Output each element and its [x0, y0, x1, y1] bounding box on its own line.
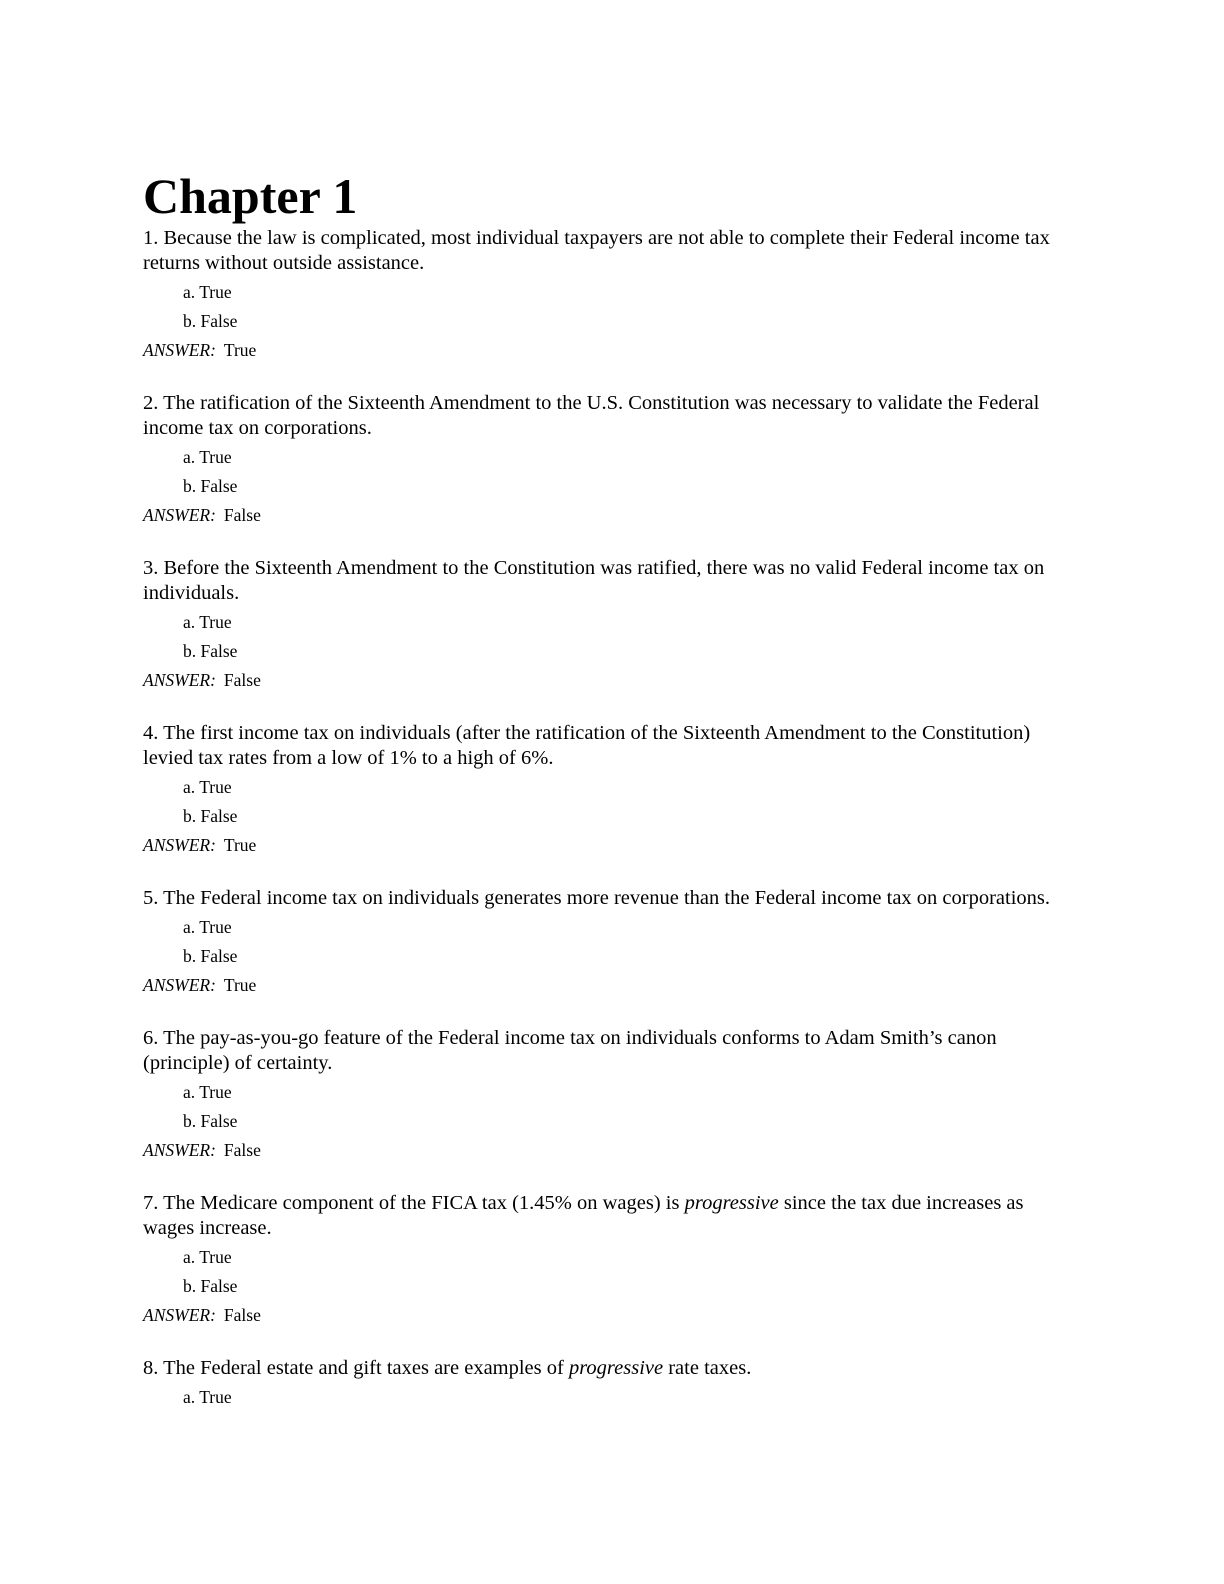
- answer-label: ANSWER:: [143, 670, 216, 690]
- chapter-title: Chapter 1: [143, 168, 358, 224]
- answer-label: ANSWER:: [143, 340, 216, 360]
- question-stem: 2. The ratification of the Sixteenth Amendment to the U.S. Constitution was necessary to validate the Federal income tax on corporations.: [143, 392, 1040, 439]
- option-b: b. False: [183, 946, 238, 966]
- question-8: [143, 1356, 1073, 1412]
- question-stem: 4. The first income tax on individuals (after the ratification of the Sixteenth Amendment to the Constitution) levied tax rates from a low of 1% to a high of 6%.: [143, 722, 1031, 769]
- question-stem: 1. Because the law is complicated, most individual taxpayers are not able to complete their Federal income tax returns without outside assistance.: [143, 227, 1050, 274]
- option-a: a. True: [183, 1387, 232, 1407]
- answer-value: False: [223, 505, 261, 525]
- option-a: a. True: [183, 282, 232, 302]
- answer-label: ANSWER:: [143, 505, 216, 525]
- answer-value: False: [223, 670, 261, 690]
- option-b: b. False: [183, 806, 238, 826]
- option-a: a. True: [183, 1247, 232, 1267]
- option-b: b. False: [183, 1276, 238, 1296]
- question-stem: 5. The Federal income tax on individuals generates more revenue than the Federal income tax on corporations.: [143, 887, 1051, 909]
- question-4: [143, 721, 1073, 860]
- question-2: [143, 391, 1073, 530]
- document-page: [143, 168, 1073, 1412]
- question-options: [183, 913, 1073, 971]
- question-stem: 3. Before the Sixteenth Amendment to the Constitution was ratified, there was no valid Federal income tax on individuals.: [143, 557, 1045, 604]
- question-options: [183, 1078, 1073, 1136]
- option-a: a. True: [183, 612, 232, 632]
- option-a: a. True: [183, 777, 232, 797]
- answer-label: ANSWER:: [143, 835, 216, 855]
- answer-label: ANSWER:: [143, 1305, 216, 1325]
- question-options: [183, 443, 1073, 501]
- emphasis-term: progressive: [568, 1357, 664, 1379]
- option-a: a. True: [183, 1082, 232, 1102]
- option-b: b. False: [183, 641, 238, 661]
- answer-line: [143, 336, 1073, 365]
- answer-value: False: [223, 1140, 261, 1160]
- question-3: [143, 556, 1073, 695]
- answer-value: True: [223, 340, 257, 360]
- question-options: [183, 1243, 1073, 1301]
- question-6: [143, 1026, 1073, 1165]
- question-options: [183, 278, 1073, 336]
- option-b: b. False: [183, 311, 238, 331]
- question-1: [143, 226, 1073, 365]
- answer-line: [143, 1136, 1073, 1165]
- answer-label: ANSWER:: [143, 975, 216, 995]
- question-options: [183, 773, 1073, 831]
- question-5: [143, 886, 1073, 1000]
- answer-line: [143, 831, 1073, 860]
- answer-value: True: [223, 975, 257, 995]
- answer-value: True: [223, 835, 257, 855]
- option-b: b. False: [183, 1111, 238, 1131]
- question-stem: 7. The Medicare component of the FICA tax (1.45% on wages) is progressive since the tax due increases as wages increase.: [143, 1192, 1024, 1239]
- answer-line: [143, 971, 1073, 1000]
- option-b: b. False: [183, 476, 238, 496]
- answer-line: [143, 1301, 1073, 1330]
- answer-label: ANSWER:: [143, 1140, 216, 1160]
- question-options: [183, 1383, 1073, 1412]
- answer-line: [143, 501, 1073, 530]
- question-stem: 6. The pay-as-you-go feature of the Federal income tax on individuals conforms to Adam Smith’s canon (principle) of certainty.: [143, 1027, 997, 1074]
- option-a: a. True: [183, 447, 232, 467]
- answer-value: False: [223, 1305, 261, 1325]
- answer-line: [143, 666, 1073, 695]
- option-a: a. True: [183, 917, 232, 937]
- question-options: [183, 608, 1073, 666]
- emphasis-term: progressive: [684, 1192, 779, 1214]
- question-7: [143, 1191, 1073, 1330]
- question-stem: 8. The Federal estate and gift taxes are examples of progressive rate taxes.: [143, 1357, 752, 1379]
